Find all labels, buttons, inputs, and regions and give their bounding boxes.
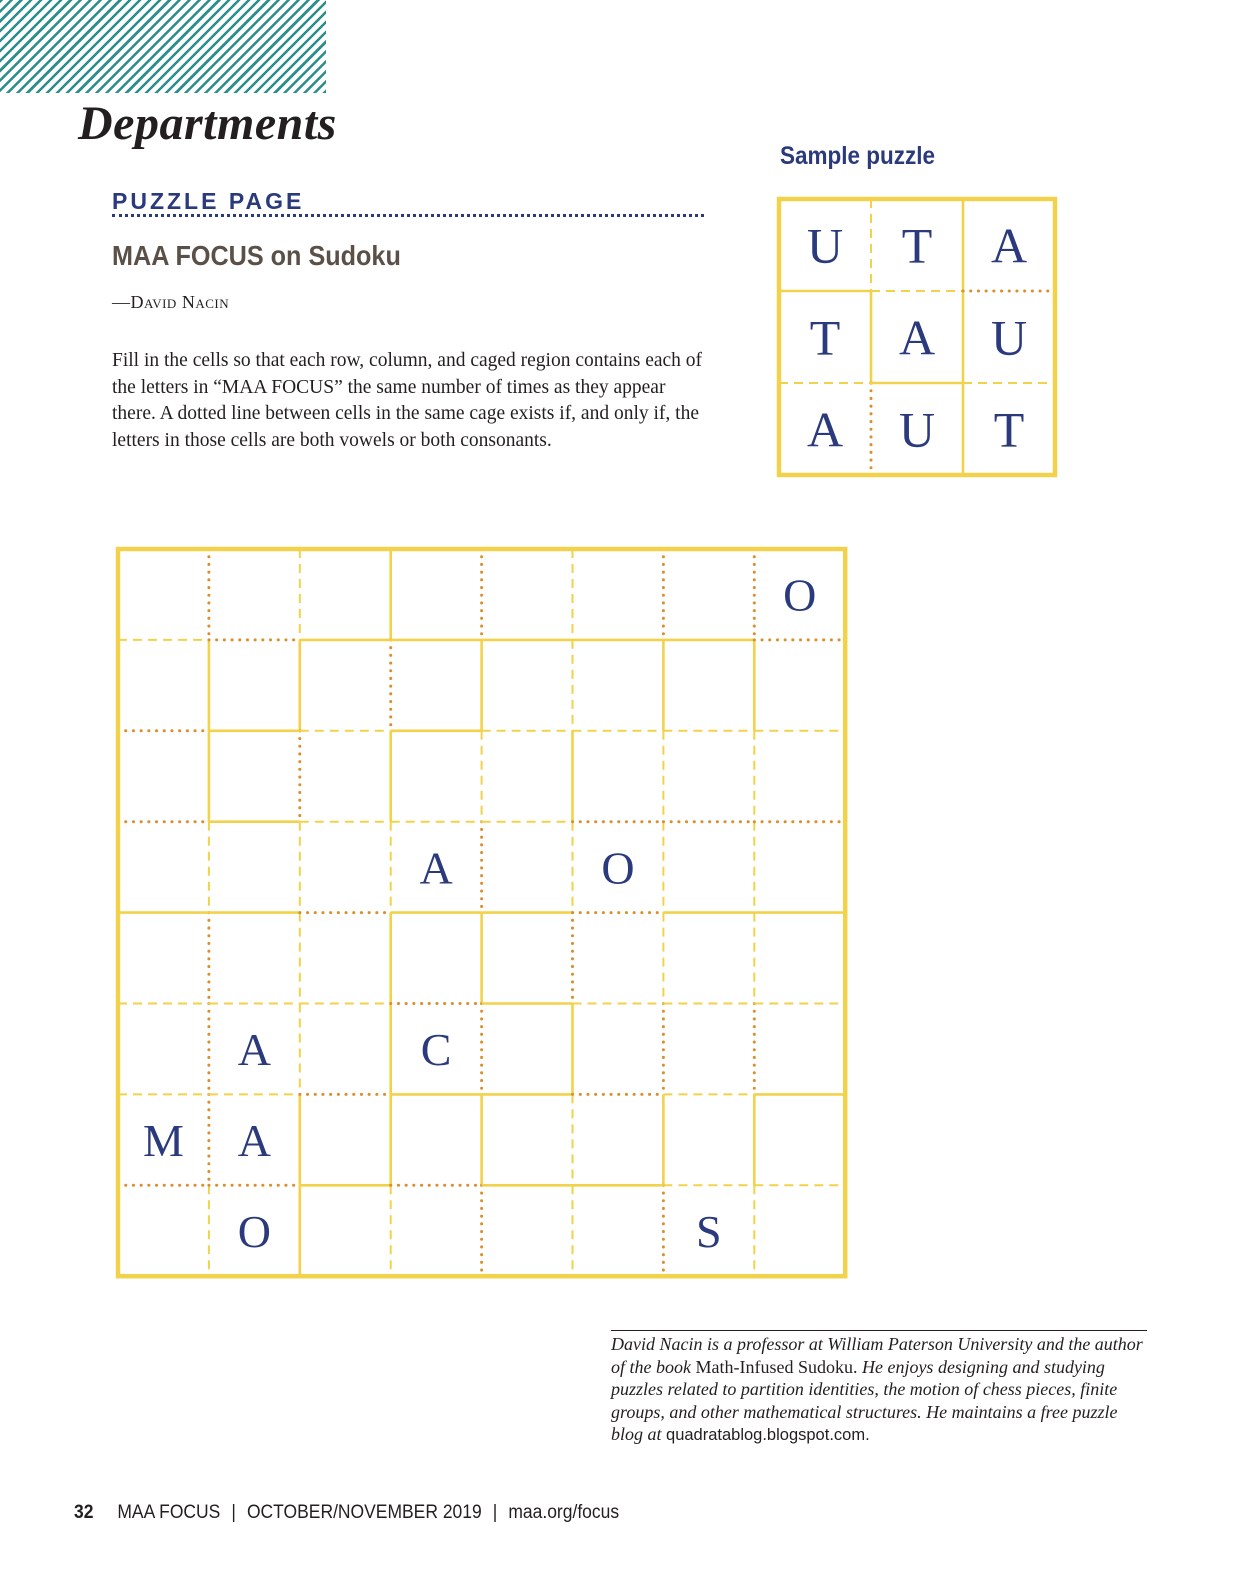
bio-book-title: Math-Infused Sudoku.	[695, 1356, 858, 1377]
bio-text-1: David Nacin is a professor at William Paterson University and the author of the book	[611, 1334, 1143, 1377]
article-title: MAA FOCUS on Sudoku	[112, 240, 401, 271]
puzzle-letter: T	[901, 217, 933, 274]
puzzle-instructions: Fill in the cells so that each row, column, and caged region contains each of the letters in “MAA FOCUS” the same number of times as they appear there. A dotted line between cells in the same cage exists if, and only if, the letters in those cells are both vowels or both consonants.	[112, 350, 703, 451]
bio-blog-url: quadratablog.blogspot.com.	[666, 1426, 870, 1444]
author-byline: —David Nacin	[112, 292, 230, 312]
puzzle-letter: A	[990, 217, 1028, 274]
footer-separator: |	[231, 1502, 236, 1523]
page-number: 32	[74, 1502, 94, 1523]
puzzle-letter: A	[237, 1114, 271, 1166]
puzzle-letter: A	[419, 842, 453, 894]
author-bio	[611, 1333, 1146, 1447]
footer-site: maa.org/focus	[508, 1502, 620, 1523]
puzzle-letter: O	[783, 569, 817, 621]
puzzle-letter: U	[806, 217, 844, 274]
footer-issue: OCTOBER/NOVEMBER 2019	[246, 1502, 482, 1523]
puzzle-letter: M	[142, 1114, 184, 1166]
puzzle-letter: T	[809, 309, 841, 366]
bio-divider	[611, 1330, 1147, 1331]
department-title: Departments	[78, 97, 337, 150]
puzzle-letter: A	[237, 1024, 271, 1076]
puzzle-letter: U	[990, 309, 1028, 366]
puzzle-letter: C	[420, 1024, 452, 1076]
footer-separator: |	[492, 1502, 498, 1523]
section-label: PUZZLE PAGE	[112, 188, 305, 214]
puzzle-letter: S	[696, 1205, 722, 1257]
puzzle-letter: O	[601, 842, 635, 894]
puzzle-letter: U	[898, 401, 936, 458]
puzzle-letter: A	[898, 309, 936, 366]
footer-publication: MAA FOCUS	[117, 1502, 221, 1523]
page-footer	[74, 1502, 619, 1524]
puzzle-letter: T	[993, 401, 1025, 458]
puzzle-letter: A	[806, 401, 844, 458]
puzzle-letter: O	[237, 1205, 271, 1257]
sample-puzzle-label: Sample puzzle	[780, 142, 936, 170]
bio-text-2: He enjoys designing and studying puzzles related to partition identities, the motion of chess pieces, finite groups, and other mathematical structures. He maintains a free puzzle blog at	[611, 1356, 1118, 1444]
